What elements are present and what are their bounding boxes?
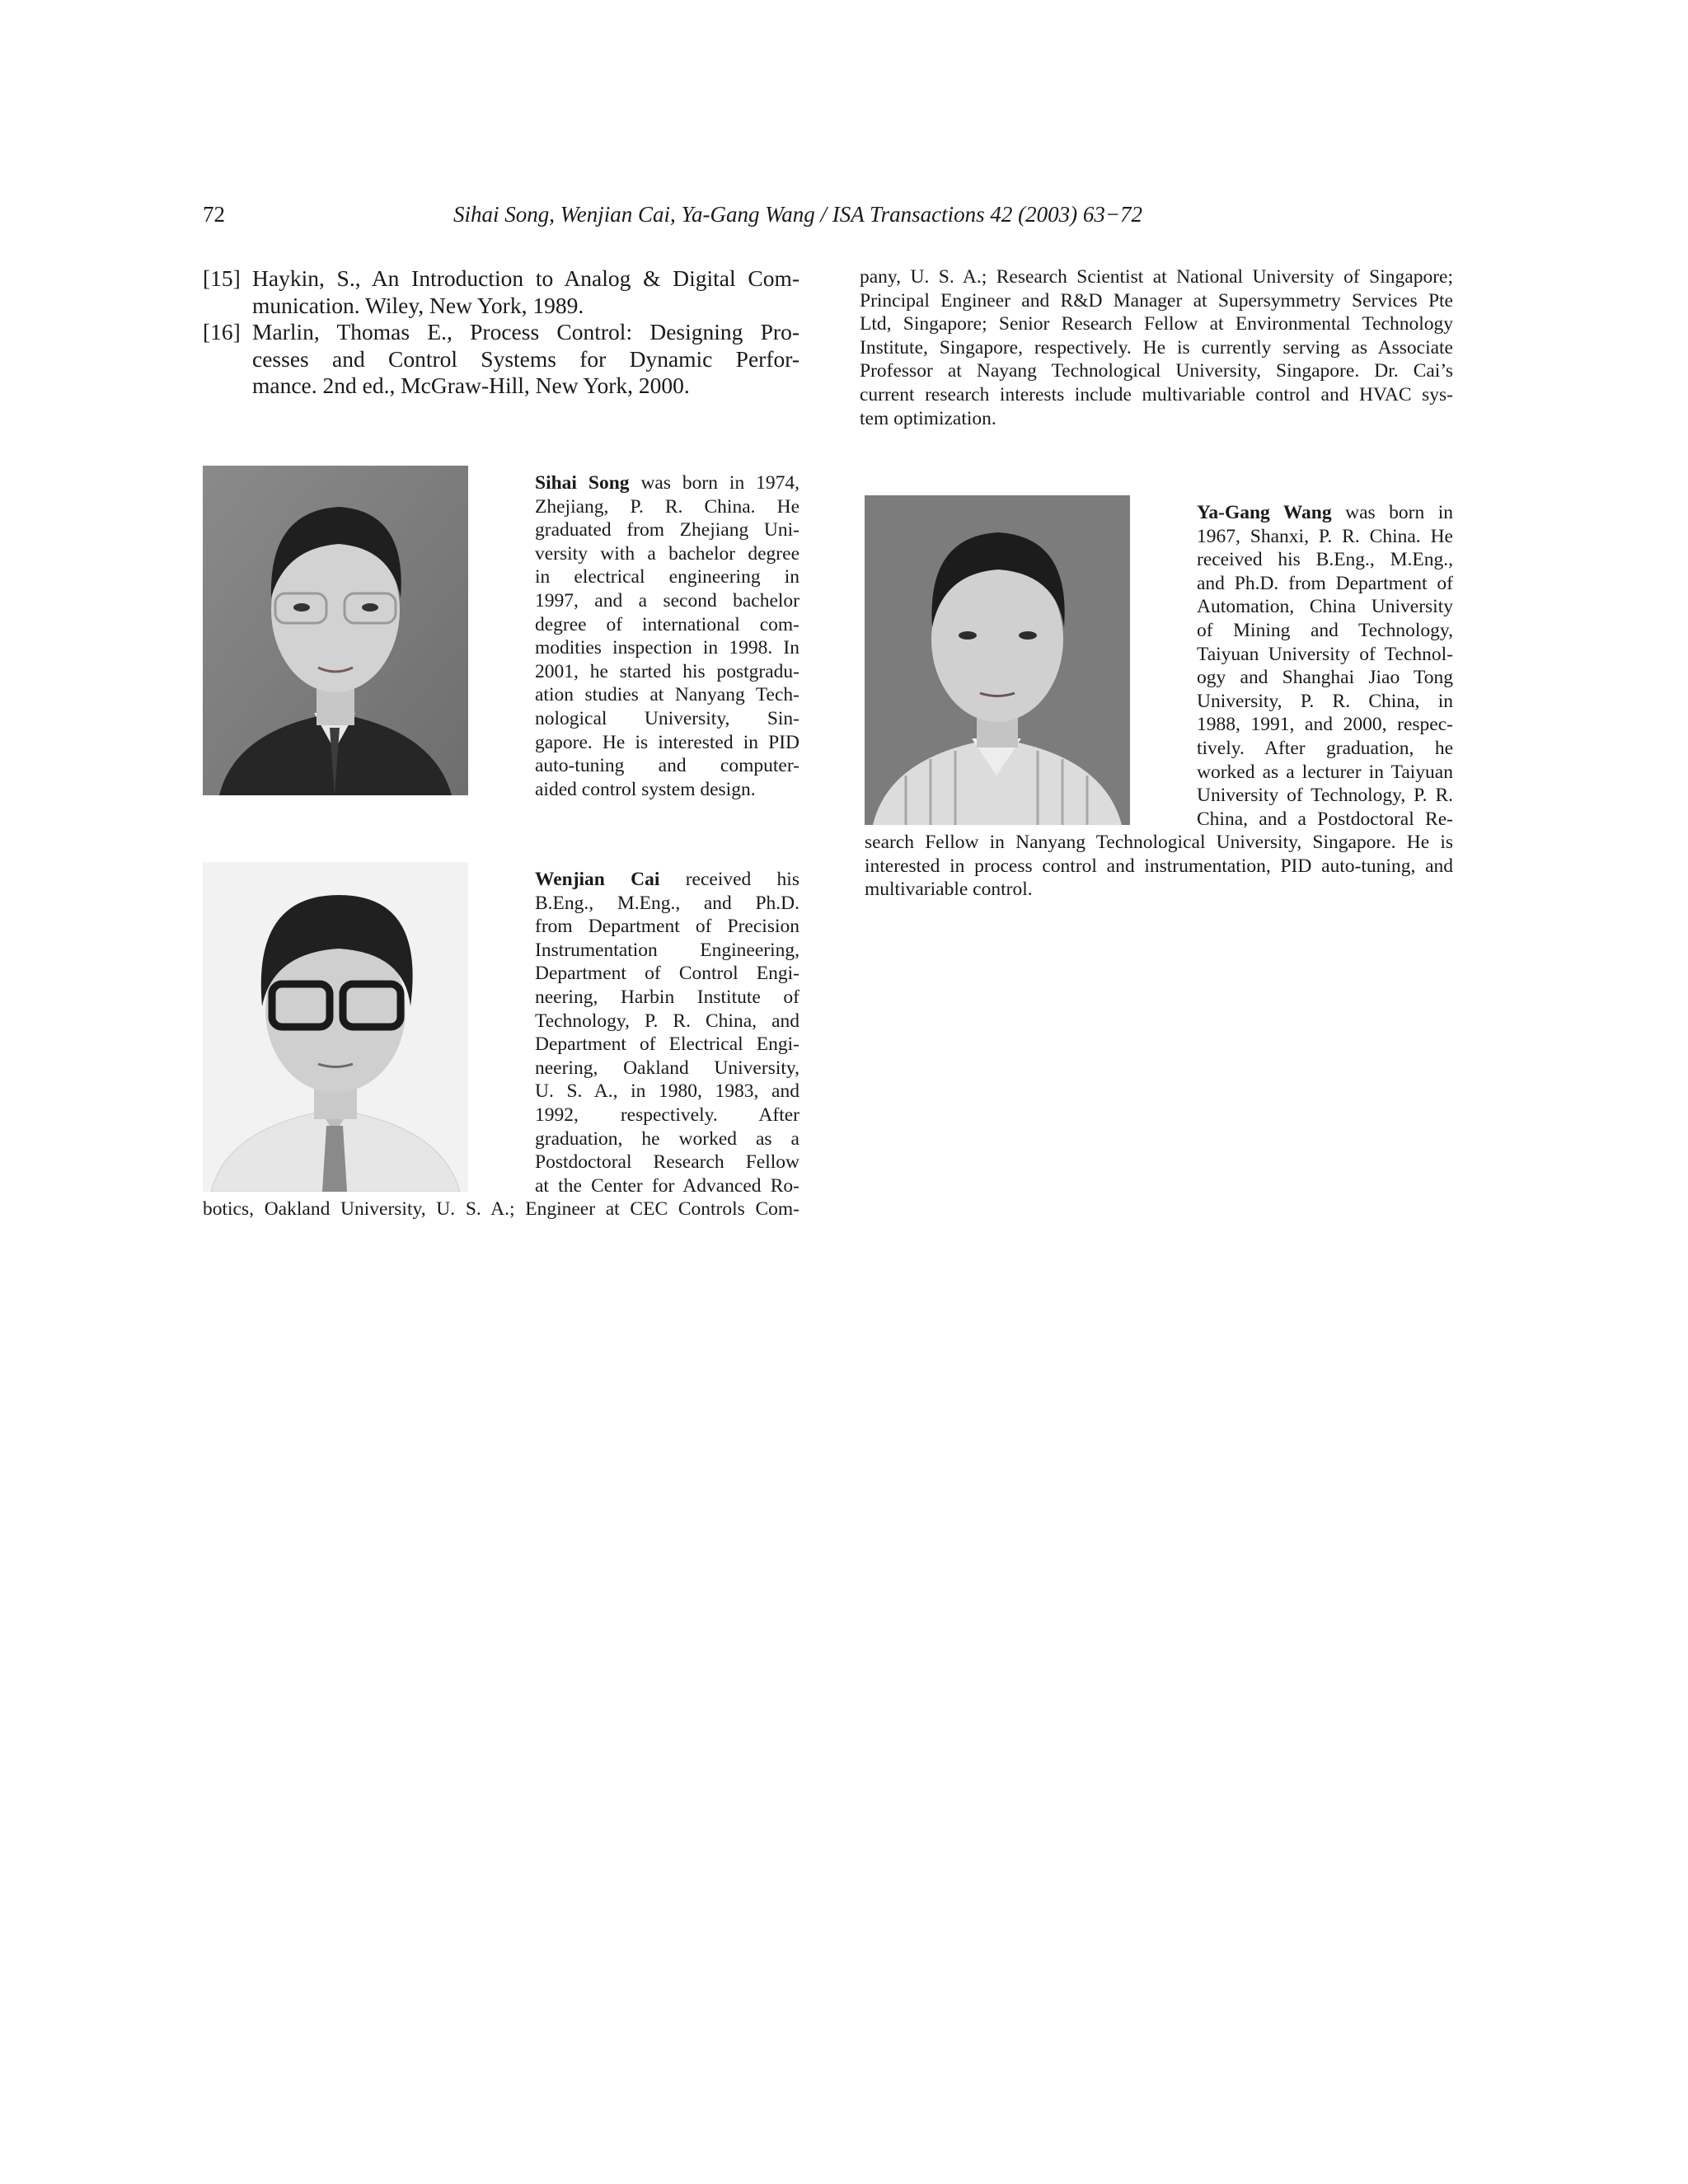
bio-line: pany, U. S. A.; Research Scientist at National University of Singapore;	[860, 266, 1453, 288]
reference-line: mance. 2nd ed., McGraw-Hill, New York, 2000.	[252, 373, 690, 398]
author-photo-wang	[865, 495, 1130, 825]
author-photo-cai	[203, 862, 468, 1192]
bio-line: was born in 1974,	[629, 472, 799, 494]
bio-song	[535, 471, 799, 801]
bio-line: from Department of Precision	[535, 916, 799, 938]
bio-line: ogy and Shanghai Jiao Tong	[1197, 667, 1453, 689]
bio-line: multivariable control.	[865, 879, 1033, 901]
reference-line: munication. Wiley, New York, 1989.	[252, 292, 584, 318]
bio-line: graduation, he worked as a	[535, 1127, 799, 1150]
bio-line: neering, Harbin Institute of	[535, 986, 799, 1008]
bio-wang	[1197, 501, 1453, 831]
bio-line: tively. After graduation, he	[1197, 737, 1453, 759]
bio-line: nological University, Sin-	[535, 707, 799, 729]
bio-line: modities inspection in 1998. In	[535, 637, 799, 659]
bio-line: in electrical engineering in	[535, 566, 799, 588]
reference-item	[203, 319, 799, 400]
bio-line: 1992, respectively. After	[535, 1104, 799, 1126]
bio-line: degree of international com-	[535, 613, 799, 635]
bio-line: at the Center for Advanced Ro-	[535, 1174, 799, 1197]
bio-line: received his	[659, 869, 799, 890]
bio-line: ation studies at Nanyang Tech-	[535, 684, 799, 706]
page-number: 72	[203, 202, 225, 227]
reference-number: [16]	[203, 319, 241, 344]
bio-line: 1988, 1991, and 2000, respec-	[1197, 714, 1453, 736]
bio-line: China, and a Postdoctoral Re-	[1197, 808, 1453, 830]
bio-line: University of Technology, P. R.	[1197, 785, 1453, 807]
reference-number: [15]	[203, 265, 241, 291]
bio-line: gapore. He is interested in PID	[535, 731, 799, 753]
bio-line: 2001, he started his postgradu-	[535, 660, 799, 682]
bio-line: Ltd, Singapore; Senior Research Fellow at Environmental Technology	[860, 313, 1453, 335]
bio-cai-full-width	[203, 1197, 799, 1221]
author-photo-song	[203, 466, 468, 795]
bio-line: Institute, Singapore, respectively. He is currently serving as Associate	[860, 336, 1453, 359]
bio-line: and Ph.D. from Department of	[1197, 572, 1453, 594]
bio-line: versity with a bachelor degree	[535, 542, 799, 565]
bio-line: received his B.Eng., M.Eng.,	[1197, 549, 1453, 571]
bio-line: search Fellow in Nanyang Technological University, Singapore. He is	[865, 832, 1453, 853]
bio-line: Automation, China University	[1197, 596, 1453, 618]
bio-line: U. S. A., in 1980, 1983, and	[535, 1080, 799, 1103]
bio-line: 1997, and a second bachelor	[535, 589, 799, 612]
reference-line: Haykin, S., An Introduction to Analog & Digital Com-	[252, 265, 799, 291]
bio-line: Professor at Nayang Technological University, Singapore. Dr. Cai’s	[860, 360, 1453, 382]
reference-list	[203, 265, 799, 400]
author-name: Ya-Gang Wang	[1197, 502, 1332, 523]
bio-line: neering, Oakland University,	[535, 1057, 799, 1079]
bio-line: tem optimization.	[860, 407, 996, 429]
bio-line: Postdoctoral Research Fellow	[535, 1151, 799, 1174]
bio-cai	[535, 868, 799, 1197]
bio-line: B.Eng., M.Eng., and Ph.D.	[535, 892, 799, 914]
bio-line: current research interests include multivariable control and HVAC sys-	[860, 383, 1453, 405]
bio-line: Principal Engineer and R&D Manager at Supersymmetry Services Pte	[860, 289, 1453, 312]
running-header: Sihai Song, Wenjian Cai, Ya-Gang Wang / ISA Transactions 42 (2003) 63−72	[453, 202, 1143, 227]
bio-line: Instrumentation Engineering,	[535, 939, 799, 961]
bio-line: 1967, Shanxi, P. R. China. He	[1197, 525, 1453, 547]
bio-line: aided control system design.	[535, 778, 756, 800]
reference-line: Marlin, Thomas E., Process Control: Designing Pro-	[252, 319, 799, 344]
bio-line: Zhejiang, P. R. China. He	[535, 495, 799, 518]
author-name: Wenjian Cai	[535, 869, 660, 890]
bio-line: auto-tuning and computer-	[535, 755, 799, 777]
bio-wang-full-width	[865, 831, 1453, 902]
bio-line: was born in	[1331, 502, 1454, 523]
reference-line: cesses and Control Systems for Dynamic Perfor-	[252, 345, 799, 372]
bio-line: Technology, P. R. China, and	[535, 1010, 799, 1032]
bio-line: interested in process control and instrumentation, PID auto-tuning, and	[865, 855, 1453, 877]
bio-line: Department of Control Engi-	[535, 963, 799, 985]
bio-line: botics, Oakland University, U. S. A.; Engineer at CEC Controls Com-	[203, 1198, 799, 1220]
bio-line: Taiyuan University of Technol-	[1197, 643, 1453, 665]
bio-line: worked as a lecturer in Taiyuan	[1197, 761, 1453, 783]
bio-line: of Mining and Technology,	[1197, 619, 1453, 641]
bio-line: graduated from Zhejiang Uni-	[535, 519, 799, 541]
reference-item	[203, 265, 799, 319]
bio-line: University, P. R. China, in	[1197, 690, 1453, 712]
author-name: Sihai Song	[535, 472, 630, 494]
bio-cai-continuation	[860, 265, 1453, 430]
bio-line: Department of Electrical Engi-	[535, 1033, 799, 1056]
